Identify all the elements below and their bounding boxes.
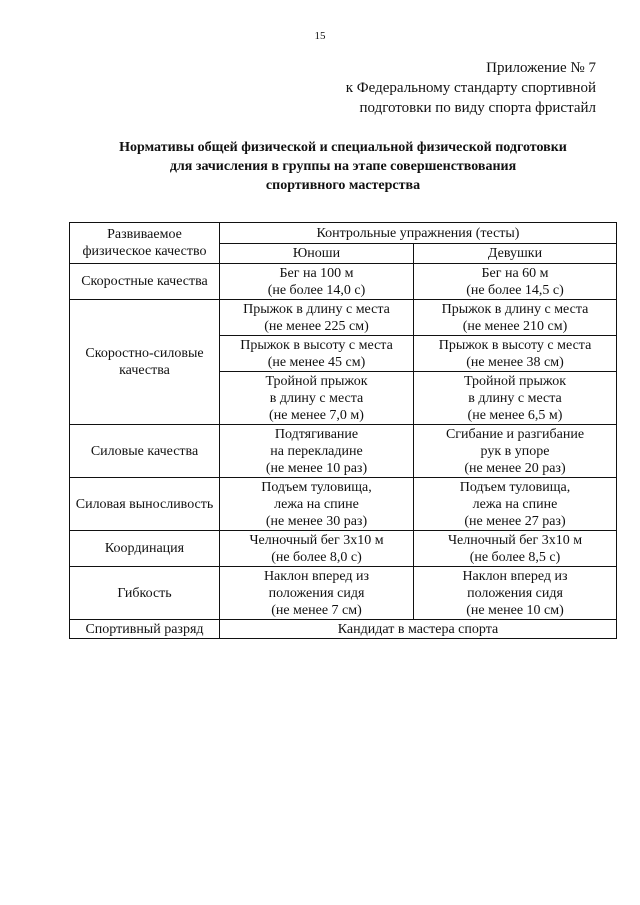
annex-line-3: подготовки по виду спорта фристайл: [359, 100, 596, 116]
girls-test-cell: [414, 478, 617, 531]
boys-test-cell-line: лежа на спине: [274, 496, 359, 512]
quality-cell-line: Координация: [104, 541, 185, 556]
girls-test-cell-line: (не более 8,5 с): [469, 549, 561, 565]
quality-cell: [70, 567, 220, 620]
quality-cell: [70, 264, 220, 300]
boys-test-cell: [220, 336, 414, 372]
boys-test-cell-line: Подтягивание: [274, 426, 359, 442]
boys-test-cell-line: (не менее 225 см): [264, 318, 369, 334]
title-line-2: для зачисления в группы на этапе совершенствования: [169, 159, 517, 174]
boys-test-cell-line: Челночный бег 3х10 м: [249, 532, 384, 548]
table-row: [70, 264, 617, 300]
boys-test-cell-line: (не менее 7,0 м): [269, 407, 364, 423]
rank-row: [70, 620, 617, 639]
document-title: [40, 138, 640, 195]
quality-cell-line: Гибкость: [117, 585, 172, 601]
page-number: 15: [314, 30, 326, 42]
title-line-1: Нормативы общей физической и специальной физической подготовки: [119, 140, 567, 155]
quality-cell-line: Скоростные качества: [81, 274, 208, 289]
girls-test-cell: [414, 425, 617, 478]
boys-test-cell-line: Бег на 100 м: [279, 265, 354, 281]
title-line-3: спортивного мастерства: [265, 178, 421, 193]
boys-test-cell: [220, 567, 414, 620]
boys-test-cell-line: (не менее 30 раз): [265, 513, 368, 529]
standards-table-body: [70, 223, 617, 639]
annex-line-1: Приложение № 7: [486, 60, 596, 76]
girls-test-cell-line: (не более 14,5 с): [466, 282, 564, 298]
boys-test-cell: [220, 531, 414, 567]
girls-test-cell-line: (не менее 210 см): [462, 318, 568, 334]
table-row: [70, 567, 617, 620]
girls-test-cell-line: (не менее 27 раз): [464, 513, 566, 529]
girls-test-cell-line: Прыжок в высоту с места: [438, 337, 592, 353]
quality-cell: [70, 531, 220, 567]
boys-test-cell-line: (не более 14,0 с): [267, 282, 366, 298]
annex-heading: [346, 58, 596, 118]
girls-test-cell-line: Тройной прыжок: [463, 373, 567, 389]
girls-test-cell-line: положения сидя: [467, 585, 563, 601]
boys-test-cell: [220, 300, 414, 336]
quality-cell: [70, 425, 220, 478]
boys-test-cell-line: (не менее 10 раз): [265, 460, 368, 476]
quality-cell-line: качества: [119, 363, 170, 378]
girls-test-cell-line: Челночный бег 3х10 м: [447, 532, 583, 548]
header-quality-line: Развиваемое: [107, 227, 182, 242]
girls-test-cell: [414, 336, 617, 372]
boys-test-cell-line: Подъем туловища,: [261, 479, 372, 495]
boys-test-cell-line: (не более 8,0 с): [271, 549, 362, 565]
table-header-row: [70, 223, 617, 244]
standards-table: [69, 222, 617, 639]
boys-test-cell-line: (не менее 7 см): [271, 602, 362, 618]
girls-test-cell: [414, 372, 617, 425]
boys-test-cell: [220, 264, 414, 300]
boys-test-cell-line: Прыжок в высоту с места: [240, 337, 393, 353]
girls-test-cell-line: в длину с места: [468, 390, 562, 406]
annex-line-2: к Федеральному стандарту спортивной: [345, 80, 596, 96]
girls-test-cell-line: Бег на 60 м: [481, 265, 549, 281]
girls-test-cell-line: лежа на спине: [472, 496, 558, 512]
boys-test-cell-line: (не менее 45 см): [267, 354, 366, 370]
boys-test-cell-line: положения сидя: [268, 585, 365, 601]
girls-test-cell-line: (не менее 20 раз): [464, 460, 566, 476]
girls-test-cell: [414, 264, 617, 300]
girls-test-cell: [414, 531, 617, 567]
quality-cell-line: Силовые качества: [90, 443, 199, 459]
boys-test-cell: [220, 372, 414, 425]
rank-label: Спортивный разряд: [70, 620, 220, 639]
table-row: [70, 300, 617, 336]
girls-test-cell: [414, 567, 617, 620]
boys-test-cell: [220, 425, 414, 478]
girls-test-cell-line: (не менее 38 см): [466, 354, 564, 370]
header-quality: [70, 223, 220, 264]
table-row: [70, 478, 617, 531]
table-row: [70, 425, 617, 478]
girls-test-cell-line: (не менее 6,5 м): [467, 407, 563, 423]
header-girls: Девушки: [414, 244, 617, 264]
girls-test-cell-line: Прыжок в длину с места: [441, 301, 589, 317]
quality-cell-line: Скоростно-силовые: [85, 346, 204, 361]
boys-test-cell-line: Наклон вперед из: [263, 568, 370, 584]
header-quality-line: физическое качество: [82, 244, 207, 259]
girls-test-cell: [414, 300, 617, 336]
quality-cell-line: Силовая выносливость: [75, 496, 214, 512]
girls-test-cell-line: Наклон вперед из: [462, 568, 568, 584]
girls-test-cell-line: рук в упоре: [480, 443, 550, 459]
boys-test-cell-line: в длину с места: [269, 390, 364, 406]
girls-test-cell-line: (не менее 10 см): [466, 602, 564, 618]
boys-test-cell-line: Тройной прыжок: [265, 373, 368, 389]
rank-value: Кандидат в мастера спорта: [220, 620, 617, 639]
header-exercises: Контрольные упражнения (тесты): [220, 223, 617, 244]
boys-test-cell-line: на перекладине: [270, 443, 363, 459]
girls-test-cell-line: Подъем туловища,: [459, 479, 571, 495]
header-boys: Юноши: [220, 244, 414, 264]
boys-test-cell-line: Прыжок в длину с места: [243, 301, 390, 317]
girls-test-cell-line: Сгибание и разгибание: [445, 426, 585, 442]
quality-cell: [70, 478, 220, 531]
quality-cell: [70, 300, 220, 425]
table-row: [70, 531, 617, 567]
boys-test-cell: [220, 478, 414, 531]
